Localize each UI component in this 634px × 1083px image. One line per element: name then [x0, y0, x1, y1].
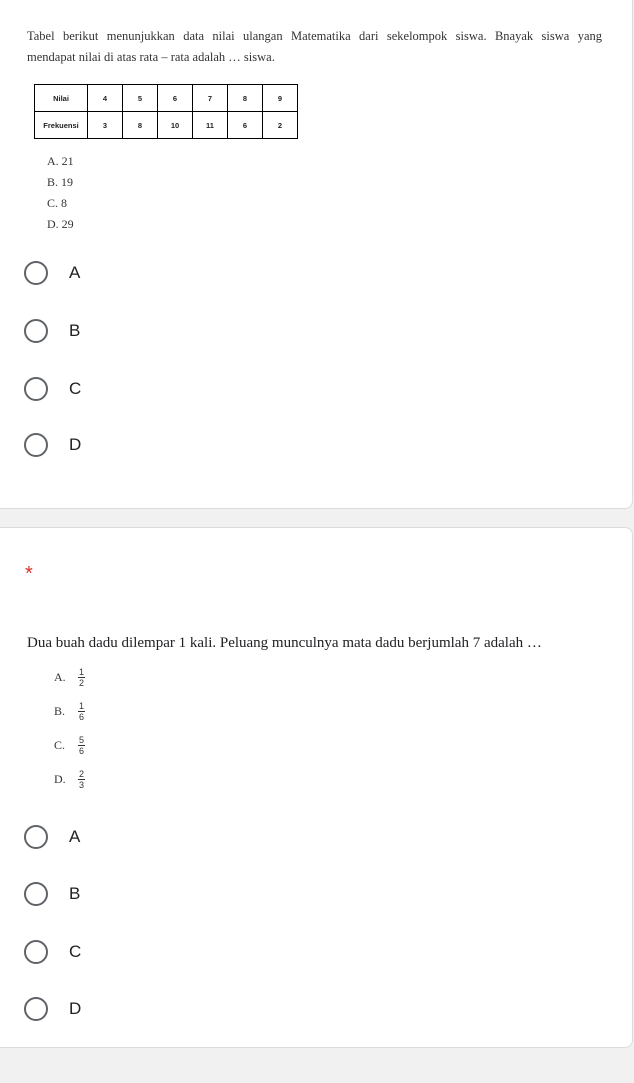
- required-asterisk: *: [25, 563, 33, 585]
- option-text-c: C. 8: [47, 196, 68, 210]
- radio-choice-b[interactable]: [24, 318, 80, 344]
- fraction: [78, 769, 85, 790]
- frequency-table: [34, 84, 298, 139]
- fraction-denominator: 6: [79, 745, 85, 756]
- radio-choice-c[interactable]: [24, 939, 81, 965]
- fraction: [78, 735, 85, 756]
- option-c-fraction: [54, 730, 85, 760]
- radio-circle-icon[interactable]: [24, 319, 48, 343]
- radio-label-c: C: [69, 379, 82, 398]
- table-cell: 8: [228, 85, 263, 112]
- option-d-fraction: [54, 764, 85, 794]
- option-letter-c: C.: [54, 737, 66, 752]
- option-text-d: D. 29: [47, 217, 74, 231]
- option-text-b: B. 19: [47, 175, 74, 189]
- radio-circle-icon[interactable]: [24, 940, 48, 964]
- option-letter-a: A.: [54, 669, 66, 684]
- fraction: [78, 701, 85, 722]
- radio-choice-c[interactable]: [24, 376, 81, 402]
- table-cell: 11: [193, 112, 228, 139]
- radio-choice-b[interactable]: [24, 881, 80, 907]
- option-text-a: A. 21: [47, 154, 74, 168]
- radio-label-a: A: [69, 827, 81, 846]
- radio-circle-icon[interactable]: [24, 433, 48, 457]
- table-cell: 10: [158, 112, 193, 139]
- question-card-1: [0, 0, 633, 509]
- table-cell: 6: [228, 112, 263, 139]
- table-cell: 5: [123, 85, 158, 112]
- table-header-frekuensi: Frekuensi: [35, 112, 88, 139]
- fraction-denominator: 2: [79, 677, 85, 688]
- fraction-numerator: 5: [79, 734, 85, 745]
- table-cell: 8: [123, 112, 158, 139]
- radio-choice-d[interactable]: [24, 432, 81, 458]
- radio-circle-icon[interactable]: [24, 377, 48, 401]
- radio-label-c: C: [69, 942, 82, 961]
- fraction-numerator: 1: [79, 700, 85, 711]
- fraction-numerator: 1: [79, 666, 85, 677]
- radio-circle-icon[interactable]: [24, 825, 48, 849]
- table-cell: 9: [263, 85, 298, 112]
- fraction-numerator: 2: [79, 768, 85, 779]
- question-1-options: [47, 151, 74, 235]
- table-header-nilai: Nilai: [35, 85, 88, 112]
- radio-label-d: D: [69, 999, 82, 1018]
- table-row: [35, 112, 298, 139]
- radio-circle-icon[interactable]: [24, 882, 48, 906]
- table-cell: 3: [88, 112, 123, 139]
- radio-circle-icon[interactable]: [24, 261, 48, 285]
- radio-choice-d[interactable]: [24, 996, 81, 1022]
- option-a-fraction: [54, 662, 85, 692]
- table-cell: 7: [193, 85, 228, 112]
- question-1-line-1: Tabel berikut menunjukkan data nilai ulangan Matematika dari sekelompok siswa. Bnayak siswa yang: [27, 29, 602, 43]
- table-cell: 2: [263, 112, 298, 139]
- radio-choice-a[interactable]: [24, 824, 80, 850]
- fraction-denominator: 6: [79, 711, 85, 722]
- fraction-denominator: 3: [79, 779, 85, 790]
- question-1-line-2: mendapat nilai di atas rata – rata adalah … siswa.: [27, 50, 275, 64]
- question-2-text: Dua buah dadu dilempar 1 kali. Peluang munculnya mata dadu berjumlah 7 adalah …: [27, 635, 542, 651]
- table-cell: 4: [88, 85, 123, 112]
- table-row: [35, 85, 298, 112]
- radio-label-b: B: [69, 321, 81, 340]
- table-cell: 6: [158, 85, 193, 112]
- radio-choice-a[interactable]: [24, 260, 80, 286]
- question-1-text: [27, 26, 602, 68]
- radio-label-b: B: [69, 884, 81, 903]
- radio-label-d: D: [69, 435, 82, 454]
- fraction: [78, 667, 85, 688]
- question-card-2: [0, 527, 633, 1048]
- option-letter-d: D.: [54, 771, 66, 786]
- option-b-fraction: [54, 696, 85, 726]
- radio-circle-icon[interactable]: [24, 997, 48, 1021]
- radio-label-a: A: [69, 263, 81, 282]
- option-letter-b: B.: [54, 703, 66, 718]
